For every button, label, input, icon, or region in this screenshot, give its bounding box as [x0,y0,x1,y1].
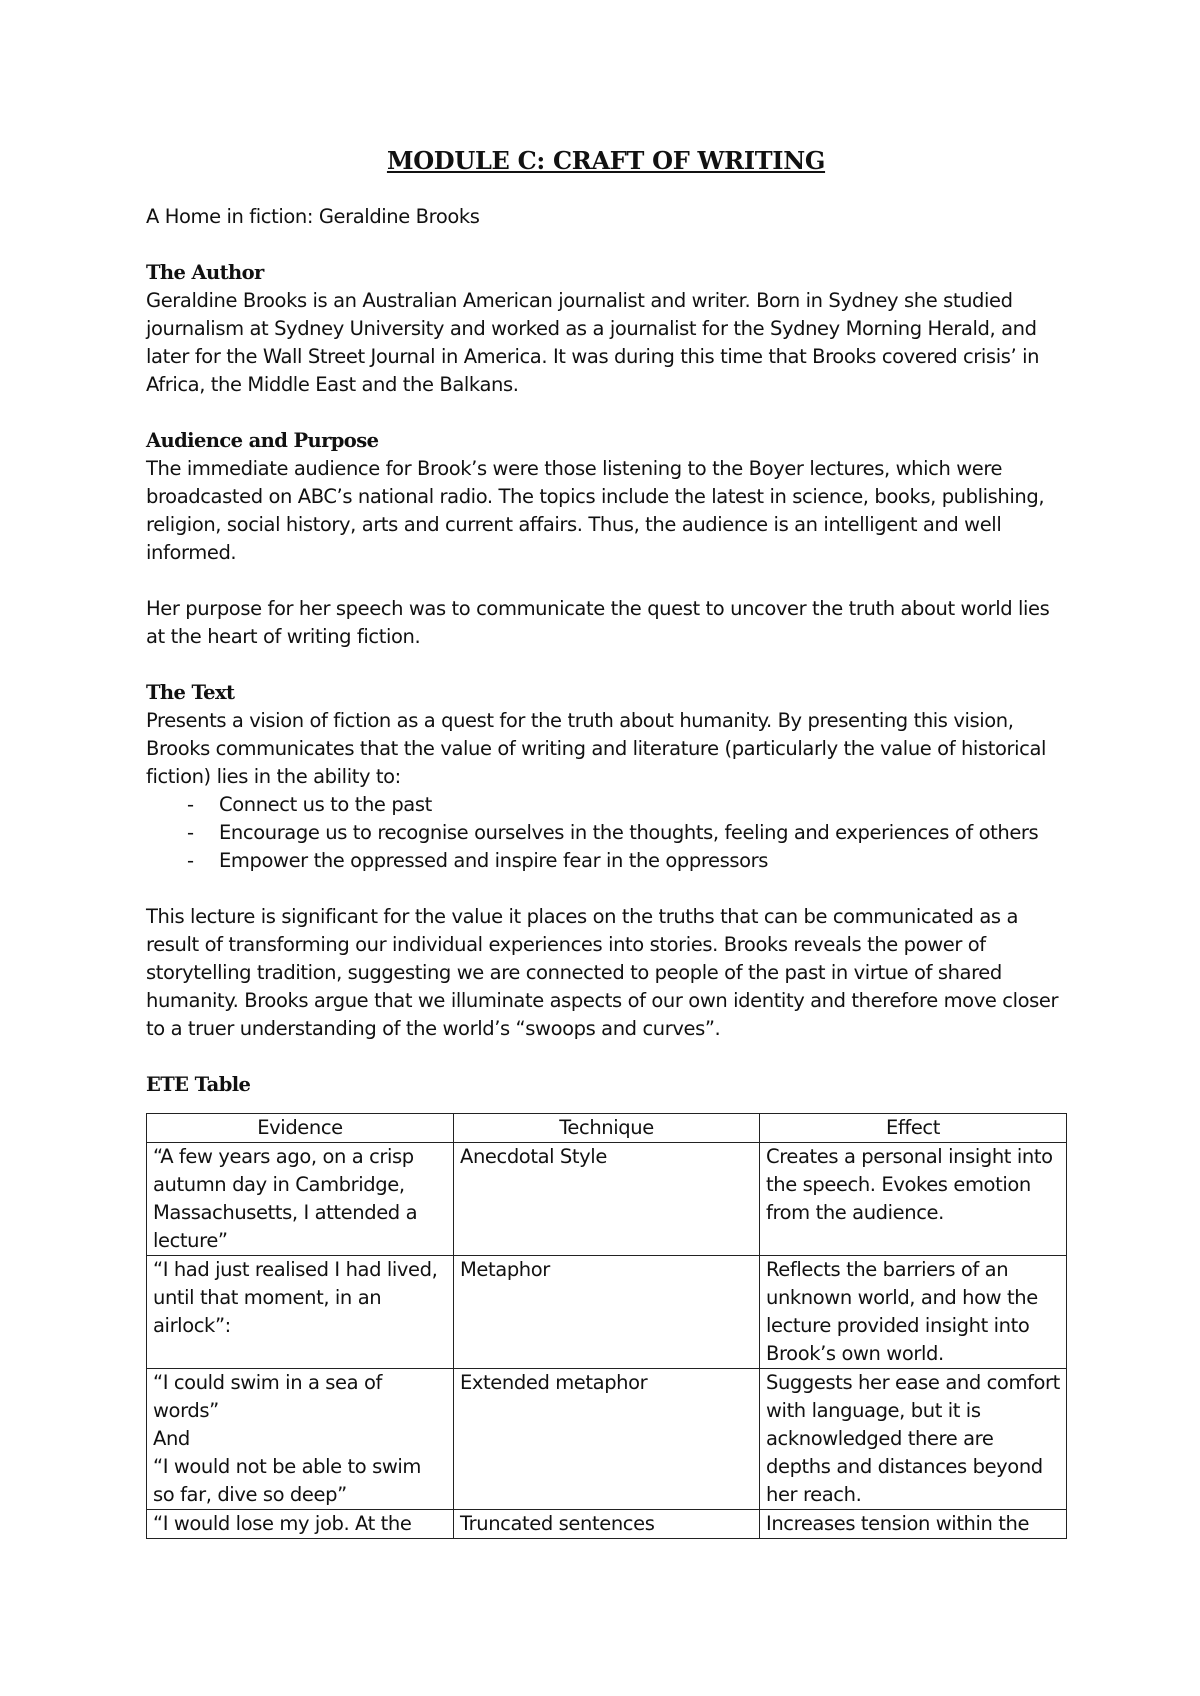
value-list [146,791,1066,875]
ete-heading: ETE Table [146,1073,251,1096]
purpose-paragraph: Her purpose for her speech was to communicate the quest to uncover the truth about world lies at the heart of writing fiction. [146,597,1050,648]
evidence-cell: “I had just realised I had lived, until that moment, in an airlock”: [147,1256,454,1369]
audience-purpose-section [146,427,1066,651]
technique-cell: Anecdotal Style [454,1143,760,1256]
list-item [146,791,1066,819]
dash-bullet: - [187,849,194,872]
author-paragraph: Geraldine Brooks is an Australian American journalist and writer. Born in Sydney she studied journalism at Sydney University and worked as a journalist for the Sydney Morning Herald, and later for the Wall Street Journal in America. It was during this time that Brooks covered crisis’ in Africa, the Middle East and the Balkans. [146,289,1040,396]
technique-cell: Extended metaphor [454,1369,760,1510]
audience-paragraph: The immediate audience for Brook’s were those listening to the Boyer lectures, which were broadcasted on ABC’s national radio. The topics include the latest in science, books, publishing, religion, social history, arts and current affairs. Thus, the audience is an intelligent and well informed. [146,457,1045,564]
text-section [146,679,1066,1043]
list-item [146,819,1066,847]
table-row [147,1369,1067,1510]
effect-cell: Reflects the barriers of an unknown world, and how the lecture provided insight into Brook’s own world. [760,1256,1067,1369]
effect-cell: Creates a personal insight into the speech. Evokes emotion from the audience. [760,1143,1067,1256]
effect-cell: Suggests her ease and comfort with language, but it is acknowledged there are depths and distances beyond her reach. [760,1369,1067,1510]
evidence-line: “I would not be able to swim so far, dive so deep” [153,1455,422,1506]
list-item-text: Empower the oppressed and inspire fear in the oppressors [219,849,769,872]
text-heading: The Text [146,681,235,704]
text-intro-paragraph: Presents a vision of fiction as a quest for the truth about humanity. By presenting this vision, Brooks communicates that the value of writing and literature (particularly the value of historical fiction) lies in the ability to: [146,709,1047,788]
table-row [147,1143,1067,1256]
technique-cell: Metaphor [454,1256,760,1369]
technique-cell: Truncated sentences [454,1510,760,1539]
evidence-line: “I could swim in a sea of words” [153,1371,382,1422]
list-item-text: Connect us to the past [219,793,432,816]
header-technique: Technique [454,1114,760,1143]
dash-bullet: - [187,821,194,844]
document-subtitle: A Home in fiction: Geraldine Brooks [146,205,480,228]
list-item [146,847,1066,875]
dash-bullet: - [187,793,194,816]
header-evidence: Evidence [147,1114,454,1143]
table-header-row [147,1114,1067,1143]
evidence-cell: “I would lose my job. At the [147,1510,454,1539]
author-section [146,259,1066,399]
evidence-cell [147,1369,454,1510]
significance-paragraph: This lecture is significant for the value it places on the truths that can be communicated as a result of transforming our individual experiences into stories. Brooks reveals the power of storytelling tradition, suggesting we are connected to people of the past in virtue of shared humanity. Brooks argue that we illuminate aspects of our own identity and therefore move closer to a truer understanding of the world’s “swoops and curves”. [146,905,1059,1040]
list-item-text: Encourage us to recognise ourselves in the thoughts, feeling and experiences of others [219,821,1039,844]
audience-purpose-heading: Audience and Purpose [146,429,379,452]
evidence-cell: “A few years ago, on a crisp autumn day in Cambridge, Massachusetts, I attended a lecture” [147,1143,454,1256]
ete-section [146,1071,1066,1539]
table-row [147,1510,1067,1539]
author-heading: The Author [146,261,264,284]
header-effect: Effect [760,1114,1067,1143]
evidence-line: And [153,1427,190,1450]
document-title: MODULE C: CRAFT OF WRITING [386,146,826,175]
document-content [146,146,1066,1539]
table-row [147,1256,1067,1369]
effect-cell: Increases tension within the [760,1510,1067,1539]
ete-table [146,1113,1067,1539]
